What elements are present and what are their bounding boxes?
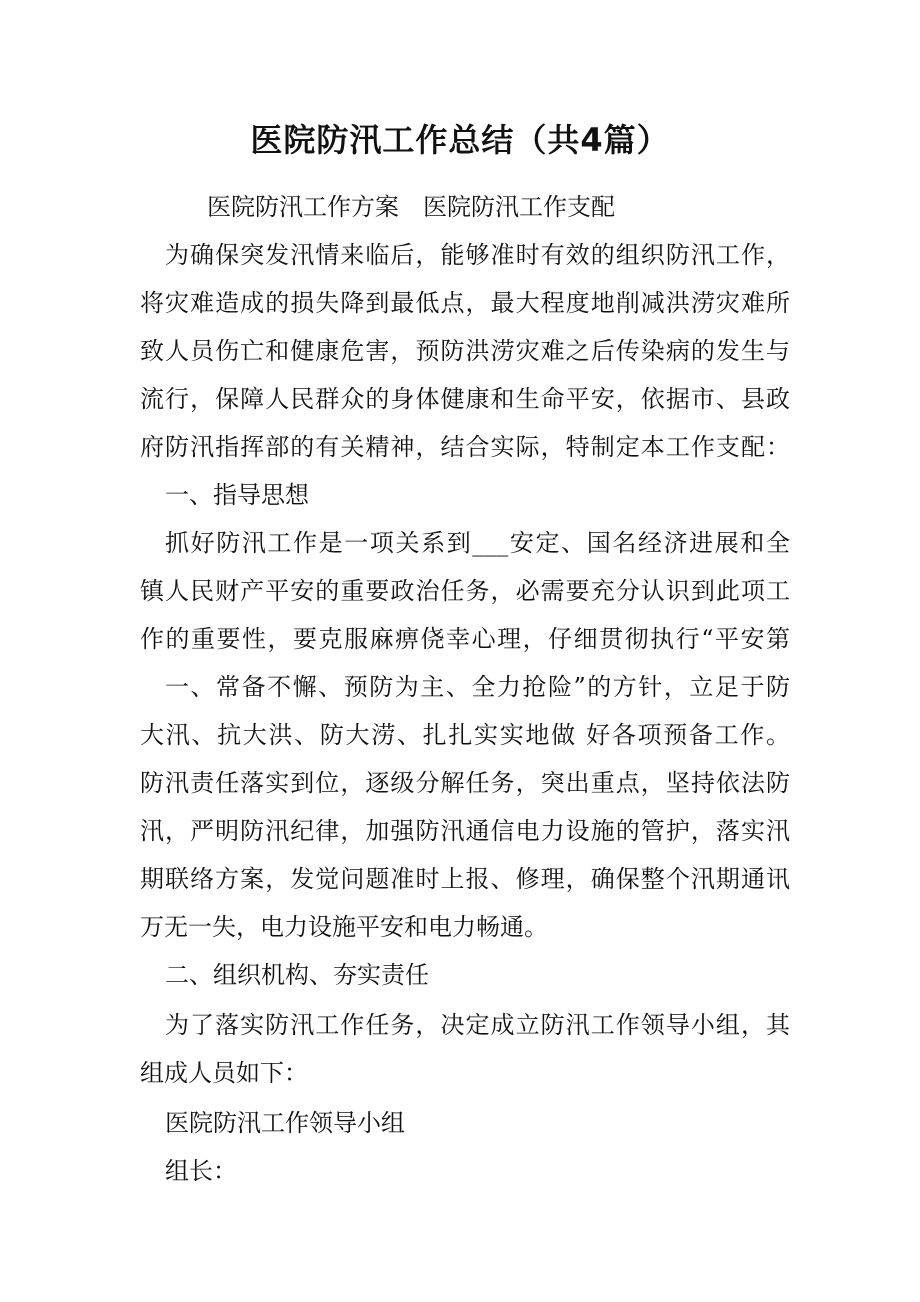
paragraph-line: 抓好防汛工作是一项关系到___安定、国名经济进展和全 [165, 529, 790, 557]
paragraph-line: 大汛、抗大洪、防大涝、扎扎实实地做 好各项预备工作。 [140, 721, 790, 749]
paragraph-line: 一、常备不懈、预防为主、全力抢险”的方针，立足于防 [165, 673, 790, 701]
paragraph-line: 致人员伤亡和健康危害，预防洪涝灾难之后传染病的发生与 [140, 337, 790, 365]
section-heading: 一、指导思想 [165, 481, 309, 509]
document-title: 医院防汛工作总结（共4篇） [250, 121, 670, 159]
paragraph-line: 期联络方案，发觉问题准时上报、修理，确保整个汛期通讯 [140, 865, 790, 893]
paragraph-line: 流行，保障人民群众的身体健康和生命平安，依据市、县政 [140, 385, 790, 413]
section-heading: 二、组织机构、夯实责任 [165, 961, 429, 989]
subtitle-arrangement: 医院防汛工作支配 [423, 193, 615, 221]
paragraph-line: 作的重要性，要克服麻痹侥幸心理，仔细贯彻执行“平安第 [140, 625, 790, 653]
paragraph-line: 万无一失，电力设施平安和电力畅通。 [140, 913, 548, 941]
group-name: 医院防汛工作领导小组 [165, 1109, 405, 1137]
paragraph-line: 汛，严明防汛纪律，加强防汛通信电力设施的管护，落实汛 [140, 817, 790, 845]
paragraph-line: 组成人员如下： [140, 1059, 308, 1087]
paragraph-line: 为了落实防汛工作任务，决定成立防汛工作领导小组，其 [165, 1011, 790, 1039]
subtitle-plan: 医院防汛工作方案 [207, 193, 399, 221]
group-leader-label: 组长： [165, 1157, 237, 1185]
paragraph-line: 防汛责任落实到位，逐级分解任务，突出重点，坚持依法防 [140, 769, 790, 797]
paragraph-line: 为确保突发汛情来临后，能够准时有效的组织防汛工作， [165, 241, 790, 269]
paragraph-line: 将灾难造成的损失降到最低点，最大程度地削减洪涝灾难所 [140, 289, 790, 317]
paragraph-line: 府防汛指挥部的有关精神，结合实际，特制定本工作支配： [140, 433, 790, 461]
subtitle-line [207, 190, 790, 224]
paragraph-line: 镇人民财产平安的重要政治任务，必需要充分认识到此项工 [140, 577, 790, 605]
